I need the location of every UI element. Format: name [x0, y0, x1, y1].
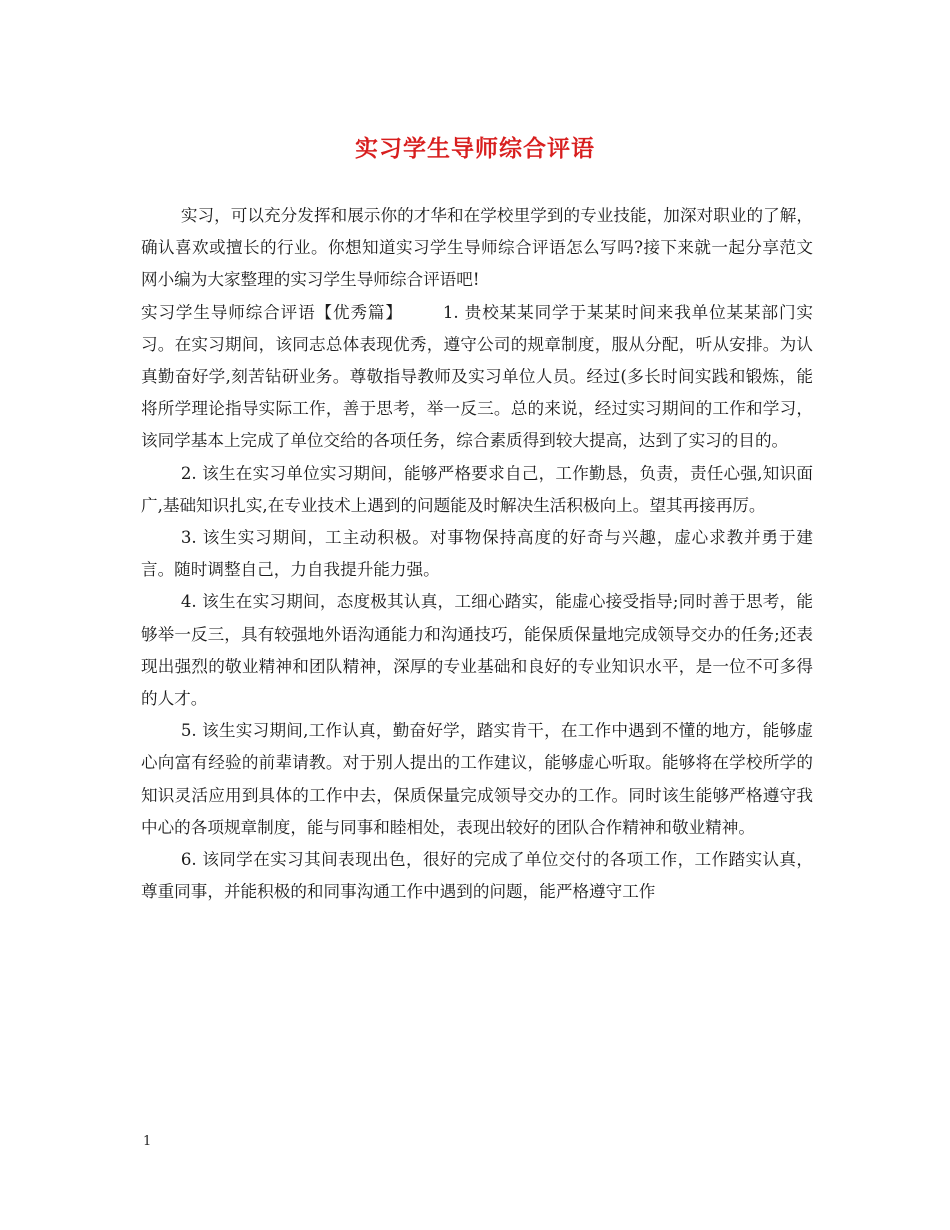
- document-title: 实习学生导师综合评语: [355, 136, 595, 162]
- comment-item-3: 3. 该生实习期间，工主动积极。对事物保持高度的好奇与兴趣，虚心求教并勇于建言。随时调整自己，力自我提升能力强。: [141, 528, 813, 580]
- comment-item-4: 4. 该生在实习期间，态度极其认真，工细心踏实，能虚心接受指导;同时善于思考，能够举一反三，具有较强地外语沟通能力和沟通技巧，能保质保量地完成领导交办的任务;还表现出强烈的敬业精神和团队精神，深厚的专业基础和良好的专业知识水平，是一位不可多得的人才。: [141, 592, 813, 709]
- document-body: [141, 200, 813, 908]
- page-number: 1: [143, 1134, 152, 1149]
- section-paragraph: [141, 297, 813, 458]
- comment-item-6: 6. 该同学在实习其间表现出色，很好的完成了单位交付的各项工作，工作踏实认真，尊重同事，并能积极的和同事沟通工作中遇到的问题，能严格遵守工作: [141, 850, 813, 902]
- section-heading: 实习学生导师综合评语【优秀篇】: [141, 302, 403, 322]
- comment-item-1: 1. 贵校某某同学于某某时间来我单位某某部门实习。在实习期间，该同志总体表现优秀，遵守公司的规章制度，服从分配，听从安排。为认真勤奋好学,刻苦钻研业务。尊敬指导教师及实习单位人员。经过(多长时间实践和锻炼，能将所学理论指导实际工作，善于思考，举一反三。总的来说，经过实习期间的工作和学习，该同学基本上完成了单位交给的各项任务，综合素质得到较大提高，达到了实习的目的。: [141, 302, 813, 451]
- intro-paragraph: 实习，可以充分发挥和展示你的才华和在学校里学到的专业技能，加深对职业的了解，确认喜欢或擅长的行业。你想知道实习学生导师综合评语怎么写吗?接下来就一起分享范文网小编为大家整理的实习学生导师综合评语吧!: [141, 206, 813, 290]
- comment-item-2: 2. 该生在实习单位实习期间，能够严格要求自己，工作勤恳，负责，责任心强,知识面广,基础知识扎实,在专业技术上遇到的问题能及时解决生活积极向上。望其再接再厉。: [141, 463, 813, 515]
- comment-item-5: 5. 该生实习期间,工作认真，勤奋好学，踏实肯干，在工作中遇到不懂的地方，能够虚心向富有经验的前辈请教。对于别人提出的工作建议，能够虚心听取。能够将在学校所学的知识灵活应用到具体的工作中去，保质保量完成领导交办的工作。同时该生能够严格遵守我中心的各项规章制度，能与同事和睦相处，表现出较好的团队合作精神和敬业精神。: [141, 721, 813, 837]
